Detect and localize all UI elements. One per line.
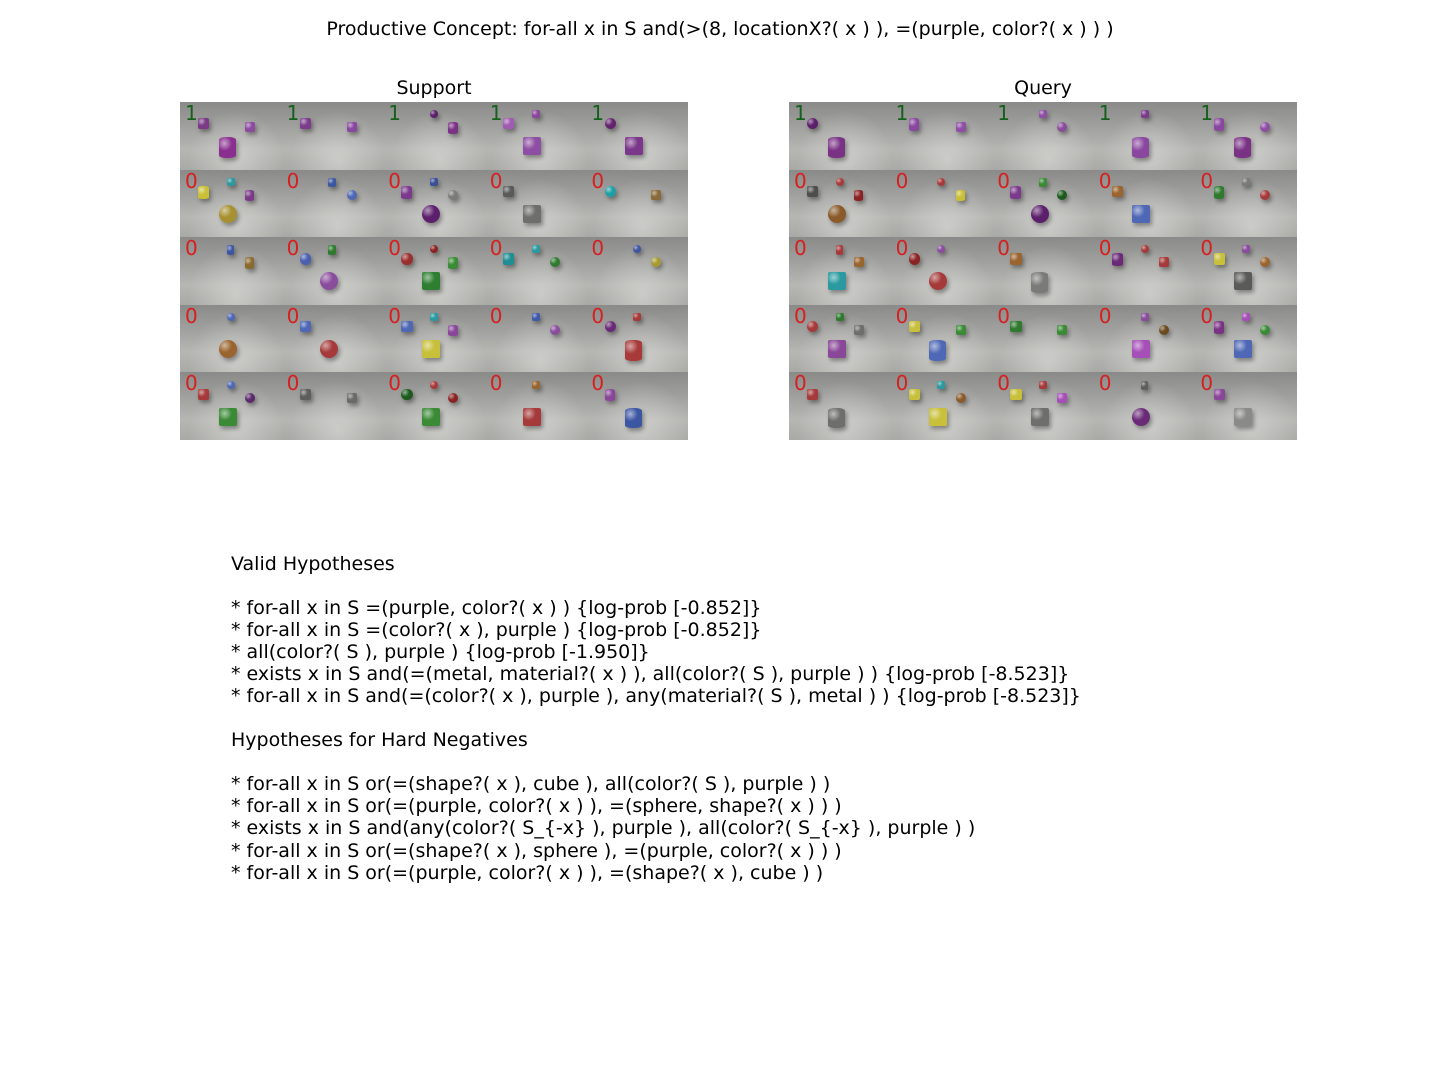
sphere-object: [227, 313, 235, 321]
sphere-object: [219, 205, 237, 223]
cube-object: [245, 122, 255, 132]
support-grid: [180, 102, 688, 440]
cube-object: [625, 137, 643, 155]
cyl-object: [828, 137, 845, 158]
cube-object: [1010, 321, 1021, 332]
cyl-object: [1141, 381, 1149, 390]
cube-object: [807, 186, 818, 197]
cyl-object: [198, 186, 209, 199]
scene-label: 1: [591, 102, 605, 125]
hard-negatives-heading: Hypotheses for Hard Negatives: [231, 729, 528, 751]
query-scene: [992, 305, 1094, 373]
cyl-object: [836, 245, 844, 254]
support-scene: [485, 305, 587, 373]
figure-title: Productive Concept: for-all x in S and(>(8, locationX?( x ) ), =(purple, color?( x ) ) ): [326, 18, 1114, 40]
hard-negative-hypothesis: * exists x in S and(any(color?( S_{-x} ), purple ), all(color?( S_{-x} ), purple ) ): [231, 817, 976, 839]
support-scene: [485, 170, 587, 238]
query-scene: [1094, 372, 1196, 440]
scene-label: 0: [997, 304, 1010, 328]
cube-object: [956, 325, 966, 335]
valid-hypothesis: * for-all x in S =(purple, color?( x ) ) {log-prob [-0.852]}: [231, 597, 762, 619]
valid-hypothesis: * exists x in S and(=(metal, material?( x ) ), all(color?( S ), purple ) ) {log-prob [-8.523]}: [231, 663, 1070, 685]
support-scene: [586, 305, 688, 373]
query-scene: [1094, 237, 1196, 305]
query-scene: [789, 170, 891, 238]
scene-label: 0: [388, 169, 401, 193]
sphere-object: [227, 381, 235, 389]
cube-object: [854, 257, 864, 267]
hard-negative-hypothesis: * for-all x in S or(=(purple, color?( x ) ), =(shape?( x ), cube ) ): [231, 862, 824, 884]
scene-label: 0: [895, 372, 909, 396]
query-scene: [891, 170, 993, 238]
cube-object: [828, 272, 846, 290]
cube-object: [854, 325, 864, 335]
support-scene: [180, 237, 282, 305]
sphere-object: [448, 190, 458, 200]
support-scene: [282, 102, 384, 170]
sphere-object: [430, 381, 438, 389]
hard-negative-hypothesis: * for-all x in S or(=(shape?( x ), cube ), all(color?( S ), purple ) ): [231, 773, 831, 795]
cube-object: [1242, 178, 1250, 186]
support-scene: [586, 102, 688, 170]
query-scene: [891, 372, 993, 440]
cube-object: [1132, 205, 1150, 223]
cyl-object: [245, 190, 254, 201]
sphere-object: [929, 272, 947, 290]
support-scene: [383, 237, 485, 305]
cyl-object: [956, 190, 965, 201]
cube-object: [651, 190, 661, 200]
sphere-object: [807, 321, 818, 332]
cyl-object: [448, 257, 457, 268]
cube-object: [1214, 253, 1225, 264]
scene-label: 0: [388, 304, 401, 328]
valid-hypothesis: * for-all x in S =(color?( x ), purple ) {log-prob [-0.852]}: [231, 619, 762, 641]
scene-label: 1: [1098, 102, 1112, 125]
sphere-object: [550, 325, 560, 335]
cube-object: [909, 321, 920, 332]
scene-label: 1: [388, 102, 401, 125]
cube-object: [422, 408, 440, 426]
cube-object: [1234, 272, 1252, 290]
scene-label: 0: [794, 372, 807, 396]
scene-label: 0: [1098, 372, 1112, 396]
cube-object: [1214, 389, 1225, 400]
cube-object: [1242, 245, 1250, 253]
cyl-object: [625, 408, 642, 429]
query-scene: [891, 305, 993, 373]
sphere-object: [1031, 205, 1049, 223]
scene-label: 0: [388, 372, 401, 396]
scene-label: 0: [591, 304, 605, 328]
cube-object: [1057, 325, 1067, 335]
cube-object: [198, 118, 209, 129]
cube-object: [828, 340, 846, 358]
scene-label: 0: [997, 372, 1010, 396]
scene-label: 0: [997, 169, 1010, 193]
query-scene: [1195, 305, 1297, 373]
query-scene: [789, 305, 891, 373]
cyl-object: [219, 137, 236, 158]
support-scene: [282, 237, 384, 305]
query-scene: [1094, 102, 1196, 170]
cube-object: [1039, 110, 1047, 118]
cube-object: [422, 340, 440, 358]
sphere-object: [1057, 122, 1067, 132]
cube-object: [937, 381, 945, 389]
sphere-object: [605, 186, 616, 197]
scene-label: 0: [591, 237, 605, 261]
cyl-object: [1112, 253, 1123, 266]
scene-label: 0: [1098, 169, 1112, 193]
sphere-object: [1057, 190, 1067, 200]
support-scene: [383, 102, 485, 170]
valid-hypotheses-heading: Valid Hypotheses: [231, 553, 395, 575]
support-scene: [180, 372, 282, 440]
sphere-object: [401, 389, 412, 400]
cube-object: [300, 118, 311, 129]
cyl-object: [401, 186, 412, 199]
cube-object: [532, 313, 540, 321]
query-scene: [789, 237, 891, 305]
cube-object: [633, 313, 641, 321]
scene-label: 0: [794, 304, 807, 328]
scene-label: 1: [794, 102, 807, 125]
cube-object: [503, 118, 514, 129]
support-scene: [485, 237, 587, 305]
scene-label: 1: [997, 102, 1010, 125]
sphere-object: [1159, 325, 1169, 335]
support-scene: [485, 102, 587, 170]
cube-object: [503, 253, 514, 264]
sphere-object: [401, 253, 412, 264]
cube-object: [430, 178, 438, 186]
scene-label: 0: [1098, 237, 1112, 261]
cube-object: [1242, 313, 1250, 321]
cyl-object: [448, 325, 457, 336]
scene-label: 0: [591, 372, 605, 396]
support-scene: [383, 170, 485, 238]
sphere-object: [1260, 190, 1270, 200]
query-scene: [891, 237, 993, 305]
sphere-object: [937, 178, 945, 186]
cube-object: [532, 245, 540, 253]
cube-object: [422, 272, 440, 290]
cube-object: [401, 321, 412, 332]
query-scene: [1195, 102, 1297, 170]
cyl-object: [828, 408, 845, 429]
cube-object: [929, 408, 947, 426]
support-scene: [586, 170, 688, 238]
cube-object: [523, 205, 541, 223]
cube-object: [532, 381, 540, 389]
cube-object: [1031, 408, 1049, 426]
sphere-object: [937, 245, 945, 253]
query-scene: [789, 102, 891, 170]
cyl-object: [625, 340, 642, 361]
sphere-object: [909, 253, 920, 264]
cube-object: [227, 178, 235, 186]
cyl-object: [1031, 272, 1048, 293]
cube-object: [523, 137, 541, 155]
cyl-object: [245, 257, 254, 268]
scene-label: 0: [185, 237, 198, 261]
query-scene: [992, 170, 1094, 238]
sphere-object: [956, 393, 966, 403]
support-title: Support: [396, 77, 472, 99]
scene-label: 0: [286, 169, 300, 193]
sphere-object: [1141, 245, 1149, 253]
support-scene: [180, 170, 282, 238]
sphere-object: [651, 257, 661, 267]
cyl-object: [448, 122, 457, 133]
hard-negative-hypothesis: * for-all x in S or(=(shape?( x ), sphere ), =(purple, color?( x ) ) ): [231, 840, 842, 862]
scene-label: 0: [489, 237, 503, 261]
scene-label: 0: [794, 237, 807, 261]
sphere-object: [550, 257, 560, 267]
scene-label: 0: [185, 372, 198, 396]
support-scene: [383, 305, 485, 373]
cube-object: [836, 313, 844, 321]
query-scene: [992, 372, 1094, 440]
scene-label: 0: [895, 304, 909, 328]
cyl-object: [1010, 186, 1021, 199]
cube-object: [219, 408, 237, 426]
cyl-object: [1214, 186, 1225, 199]
cube-object: [1234, 340, 1252, 358]
scene-label: 0: [185, 169, 198, 193]
scene-label: 0: [489, 304, 503, 328]
cube-object: [347, 393, 357, 403]
cube-object: [909, 389, 920, 400]
scene-label: 0: [1200, 169, 1214, 193]
support-scene: [586, 372, 688, 440]
query-scene: [1195, 372, 1297, 440]
cube-object: [1141, 313, 1149, 321]
cube-object: [198, 389, 209, 400]
support-scene: [586, 237, 688, 305]
scene-label: 0: [895, 237, 909, 261]
cube-object: [503, 186, 514, 197]
cube-object: [430, 313, 438, 321]
sphere-object: [245, 393, 255, 403]
cube-object: [1039, 381, 1047, 389]
sphere-object: [1260, 122, 1270, 132]
scene-label: 0: [1200, 237, 1214, 261]
cube-object: [1010, 389, 1021, 400]
scene-label: 0: [185, 304, 198, 328]
scene-label: 0: [591, 169, 605, 193]
cube-object: [523, 408, 541, 426]
sphere-object: [1260, 257, 1270, 267]
scene-label: 0: [489, 372, 503, 396]
cube-object: [1132, 340, 1150, 358]
query-title: Query: [1014, 77, 1072, 99]
sphere-object: [320, 340, 338, 358]
cube-object: [1141, 110, 1149, 118]
scene-label: 1: [185, 102, 198, 125]
sphere-object: [430, 110, 438, 118]
sphere-object: [836, 178, 844, 186]
cube-object: [300, 389, 311, 400]
scene-label: 0: [286, 304, 300, 328]
scene-label: 0: [286, 237, 300, 261]
scene-label: 0: [1098, 304, 1112, 328]
sphere-object: [448, 393, 458, 403]
sphere-object: [422, 205, 440, 223]
cyl-object: [227, 245, 235, 254]
cyl-object: [909, 118, 920, 131]
cyl-object: [854, 190, 863, 201]
scene-label: 0: [1200, 304, 1214, 328]
cyl-object: [1039, 178, 1047, 187]
cyl-object: [328, 245, 336, 254]
cyl-object: [1214, 118, 1225, 131]
sphere-object: [633, 245, 641, 253]
scene-label: 1: [1200, 102, 1214, 125]
cube-object: [1057, 393, 1067, 403]
cube-object: [807, 389, 818, 400]
query-scene: [1195, 237, 1297, 305]
scene-label: 0: [1200, 372, 1214, 396]
sphere-object: [1260, 325, 1270, 335]
scene-label: 0: [286, 372, 300, 396]
support-scene: [180, 102, 282, 170]
query-scene: [992, 102, 1094, 170]
sphere-object: [605, 321, 616, 332]
query-scene: [1094, 305, 1196, 373]
sphere-object: [347, 190, 357, 200]
cube-object: [300, 321, 311, 332]
support-scene: [282, 305, 384, 373]
query-scene: [1094, 170, 1196, 238]
cyl-object: [1132, 137, 1149, 158]
cube-object: [956, 122, 966, 132]
scene-label: 0: [794, 169, 807, 193]
scene-label: 0: [895, 169, 909, 193]
sphere-object: [219, 340, 237, 358]
cube-object: [532, 110, 540, 118]
sphere-object: [605, 118, 616, 129]
support-scene: [282, 372, 384, 440]
scene-label: 1: [286, 102, 300, 125]
cube-object: [1010, 253, 1021, 264]
support-scene: [282, 170, 384, 238]
sphere-object: [828, 205, 846, 223]
scene-label: 0: [997, 237, 1010, 261]
cube-object: [347, 122, 357, 132]
hard-negative-hypothesis: * for-all x in S or(=(purple, color?( x ) ), =(sphere, shape?( x ) ) ): [231, 795, 842, 817]
query-scene: [1195, 170, 1297, 238]
query-scene: [891, 102, 993, 170]
cyl-object: [328, 178, 336, 187]
cube-object: [1159, 257, 1169, 267]
cyl-object: [1214, 321, 1225, 334]
sphere-object: [1132, 408, 1150, 426]
sphere-object: [430, 245, 438, 253]
support-scene: [485, 372, 587, 440]
query-scene: [789, 372, 891, 440]
valid-hypothesis: * for-all x in S and(=(color?( x ), purple ), any(material?( S ), metal ) ) {log-prob [-8.523]}: [231, 685, 1081, 707]
scene-label: 0: [489, 169, 503, 193]
cyl-object: [1234, 137, 1251, 158]
scene-label: 1: [489, 102, 503, 125]
cube-object: [1234, 408, 1252, 426]
support-scene: [180, 305, 282, 373]
valid-hypothesis: * all(color?( S ), purple ) {log-prob [-1.950]}: [231, 641, 650, 663]
cube-object: [1112, 186, 1123, 197]
sphere-object: [300, 253, 311, 264]
cyl-object: [605, 389, 616, 402]
sphere-object: [807, 118, 818, 129]
cyl-object: [929, 340, 946, 361]
scene-label: 1: [895, 102, 909, 125]
support-scene: [383, 372, 485, 440]
query-grid: [789, 102, 1297, 440]
query-scene: [992, 237, 1094, 305]
scene-label: 0: [388, 237, 401, 261]
sphere-object: [320, 272, 338, 290]
